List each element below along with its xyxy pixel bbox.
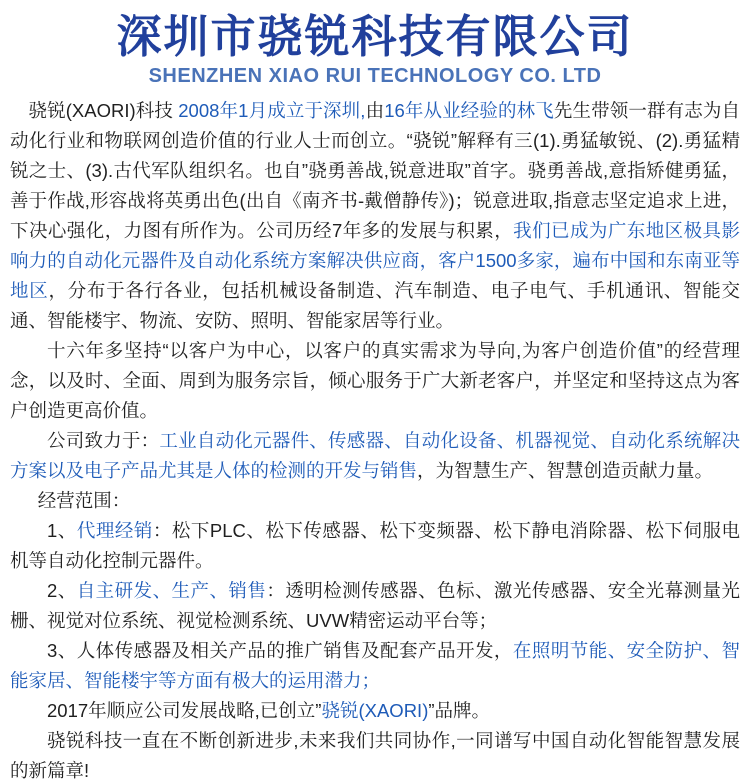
text-run: 骁锐(XAORI)科技 [28, 100, 179, 122]
highlighted-text-run: 代理经销 [76, 520, 153, 542]
text-run: 2017年顺应公司发展战略,已创立” [47, 700, 322, 722]
paragraph [10, 336, 740, 426]
paragraph [10, 516, 740, 576]
highlighted-text-run: 在照明节能、安全防护、智能家居、智能楼宇等方面有极大的运用潜力； [10, 640, 740, 692]
paragraph [10, 726, 740, 783]
company-subtitle-english: SHENZHEN XIAO RUI TECHNOLOGY CO. LTD [148, 65, 602, 88]
text-run: ：透明检测传感器、色标、激光传感器、安全光幕测量光栅、视觉对位系统、视觉检测系统、UVW精密运动平台等； [10, 580, 740, 632]
text-run: 公司致力于： [47, 430, 160, 452]
text-run: 骁锐科技一直在不断创新进步,未来我们共同协作,一同谱写中国自动化智能智慧发展的新篇章! [10, 730, 740, 782]
highlighted-text-run: 工业自动化元器件、传感器、自动化设备、机器视觉、自动化系统解决方案以及电子产品尤其是人体的检测的开发与销售 [10, 430, 740, 482]
highlighted-text-run: 骁锐(XAORI) [321, 700, 429, 722]
text-run: 经营范围： [37, 490, 131, 512]
text-run: 十六年多坚持“以客户为中心，以客户的真实需求为导向,为客户创造价值”的经营理念，以及时、全面、周到为服务宗旨，倾心服务于广大新老客户，并坚定和坚持这点为客户创造更高价值。 [10, 340, 740, 422]
text-run: ，分布于各行各业，包括机械设备制造、汽车制造、电子电气、手机通讯、智能交通、智能楼宇、物流、安防、照明、智能家居等行业。 [10, 280, 740, 332]
company-title: 深圳市骁锐科技有限公司 [116, 11, 634, 62]
paragraph [10, 486, 740, 516]
paragraph [10, 426, 740, 486]
text-run: ”品牌。 [428, 700, 491, 722]
paragraph [10, 636, 740, 696]
text-run: 由 [365, 100, 385, 122]
paragraph [10, 696, 740, 726]
highlighted-text-run: 自主研发、生产、销售 [76, 580, 267, 602]
text-run: 3、人体传感器及相关产品的推广销售及配套产品开发， [47, 640, 513, 662]
text-run: 1、 [47, 520, 77, 542]
paragraph [10, 96, 740, 336]
highlighted-text-run: 2008年1月成立于深圳, [178, 100, 366, 122]
highlighted-text-run: 我们已成为广东地区极具影响力的自动化元器件及自动化系统方案解决供应商，客户1500多家，遍布中国和东南亚等地区 [10, 220, 740, 302]
text-run: ：松下PLC、松下传感器、松下变频器、松下静电消除器、松下伺服电机等自动化控制元器件。 [10, 520, 740, 572]
text-run: ，为智慧生产、智慧创造贡献力量。 [417, 460, 714, 482]
highlighted-text-run: 16年从业经验的林飞 [384, 100, 554, 122]
paragraph [10, 576, 740, 636]
text-run: 2、 [47, 580, 77, 602]
text-run: 先生带领一群有志为自动化行业和物联网创造价值的行业人士而创立。“骁锐”解释有三(1).勇猛敏锐、(2).勇猛精锐之士、(3).古代军队组织名。也自”骁勇善战,锐意进取”首字。骁勇善战,意指矫健勇猛，善于作战,形容战将英勇出色(出自《南齐书-戴僧静传》)；锐意进取,指意志坚定追求上进，下决心强化，力图有所作为。公司历经7年多的发展与积累， [10, 100, 740, 242]
company-intro-body [0, 96, 750, 783]
page-header [0, 0, 750, 88]
